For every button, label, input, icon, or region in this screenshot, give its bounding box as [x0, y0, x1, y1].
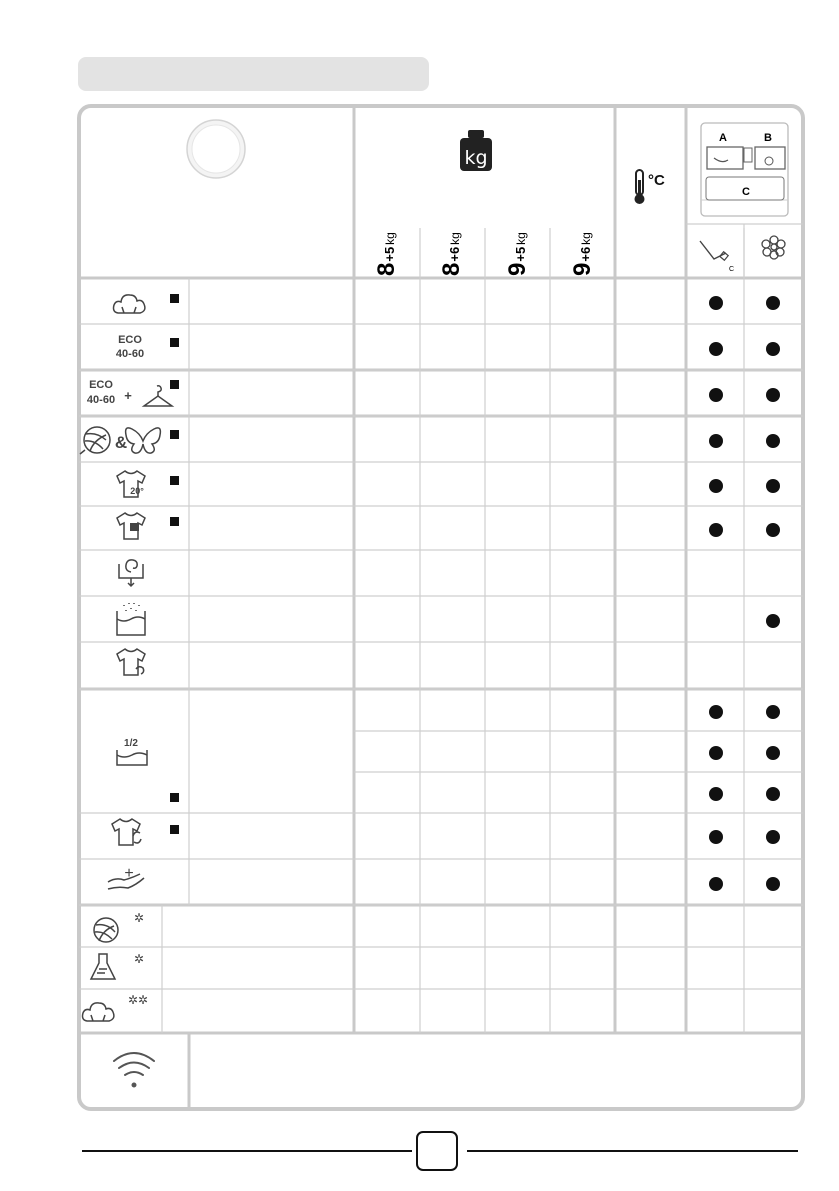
program-square-mark	[170, 793, 179, 802]
dark-shirt-fill	[130, 523, 139, 531]
shirt-dry-icon	[117, 649, 145, 675]
detergent-c-label: C	[729, 266, 735, 273]
detergent-dot	[709, 746, 723, 760]
softener-dot	[766, 877, 780, 891]
dry-level-stars: ✲	[133, 911, 145, 925]
spin-drain-icon	[119, 560, 143, 586]
cotton-dry-icon	[83, 1003, 114, 1021]
dry-level-stars: ✲✲	[127, 993, 149, 1007]
capacity-9-6-header	[569, 232, 596, 276]
cotton-icon	[114, 295, 145, 313]
program-square-mark	[170, 430, 179, 439]
detergent-column-icon	[700, 241, 734, 273]
thermometer-icon	[635, 170, 665, 204]
eco-label: ECO	[118, 334, 142, 346]
softener-dot	[766, 479, 780, 493]
section-dividers	[79, 106, 803, 1109]
svg-text:8+6kg: 8+6kg	[438, 232, 465, 276]
program-square-mark	[170, 517, 179, 526]
softener-dot	[766, 296, 780, 310]
hand-wash-plus: +	[124, 865, 134, 882]
detergent-dot	[709, 434, 723, 448]
footer-rule-right	[467, 1150, 798, 1152]
shirt-refresh-icon	[112, 819, 141, 845]
hanger-icon	[144, 386, 172, 406]
detergent-dot	[709, 523, 723, 537]
weight-kg-label: kg	[464, 147, 488, 169]
softener-dot	[766, 705, 780, 719]
cell-lines	[79, 224, 803, 1033]
capacity-8-6-header	[438, 232, 465, 276]
detergent-dot	[709, 342, 723, 356]
softener-dot	[766, 787, 780, 801]
program-square-mark	[170, 294, 179, 303]
wool-dry-icon	[94, 918, 118, 942]
detergent-drawer-icon	[701, 123, 788, 216]
wifi-icon	[114, 1053, 154, 1087]
footer-rule-left	[82, 1150, 412, 1152]
detergent-dot	[709, 787, 723, 801]
detergent-dot	[709, 830, 723, 844]
synthetic-dry-icon	[91, 954, 115, 979]
program-knob	[187, 120, 245, 178]
rinse-icon	[117, 603, 145, 635]
eco-range-label: 40-60	[115, 348, 145, 360]
softener-dot	[766, 434, 780, 448]
capacity-8-5-header	[373, 232, 400, 276]
ampersand: &	[114, 433, 128, 452]
detergent-dot	[709, 877, 723, 891]
compartment-c-label: C	[742, 186, 750, 198]
svg-text:9+6kg: 9+6kg	[569, 232, 596, 276]
softener-dot	[766, 523, 780, 537]
softener-dot	[766, 614, 780, 628]
softener-flower-icon	[762, 236, 785, 259]
weight-kg-icon	[460, 130, 492, 171]
softener-dot	[766, 830, 780, 844]
program-square-mark	[170, 338, 179, 347]
program-square-mark	[170, 476, 179, 485]
capacity-9-5-header	[504, 232, 531, 276]
temperature-label: °C	[648, 172, 665, 189]
compartment-b-label: B	[764, 132, 772, 144]
eco-hanger-range-label: 40-60	[86, 394, 116, 406]
shirt-20-label: 20°	[130, 486, 144, 496]
page-number-box	[416, 1131, 458, 1171]
softener-dot	[766, 388, 780, 402]
softener-dot	[766, 342, 780, 356]
softener-dot	[766, 746, 780, 760]
plus-sign: +	[124, 388, 132, 403]
svg-text:8+5kg: 8+5kg	[373, 232, 400, 276]
detergent-dot	[709, 388, 723, 402]
svg-text:9+5kg: 9+5kg	[504, 232, 531, 276]
detergent-dot	[709, 296, 723, 310]
half-load-label: 1/2	[124, 738, 138, 749]
dry-level-stars: ✲	[133, 952, 145, 966]
compartment-a-label: A	[719, 132, 727, 144]
detergent-dot	[709, 479, 723, 493]
half-load-icon	[117, 750, 147, 765]
program-marks	[170, 294, 179, 834]
detergent-dot	[709, 705, 723, 719]
eco-hanger-label: ECO	[89, 379, 113, 391]
program-square-mark	[170, 380, 179, 389]
program-square-mark	[170, 825, 179, 834]
